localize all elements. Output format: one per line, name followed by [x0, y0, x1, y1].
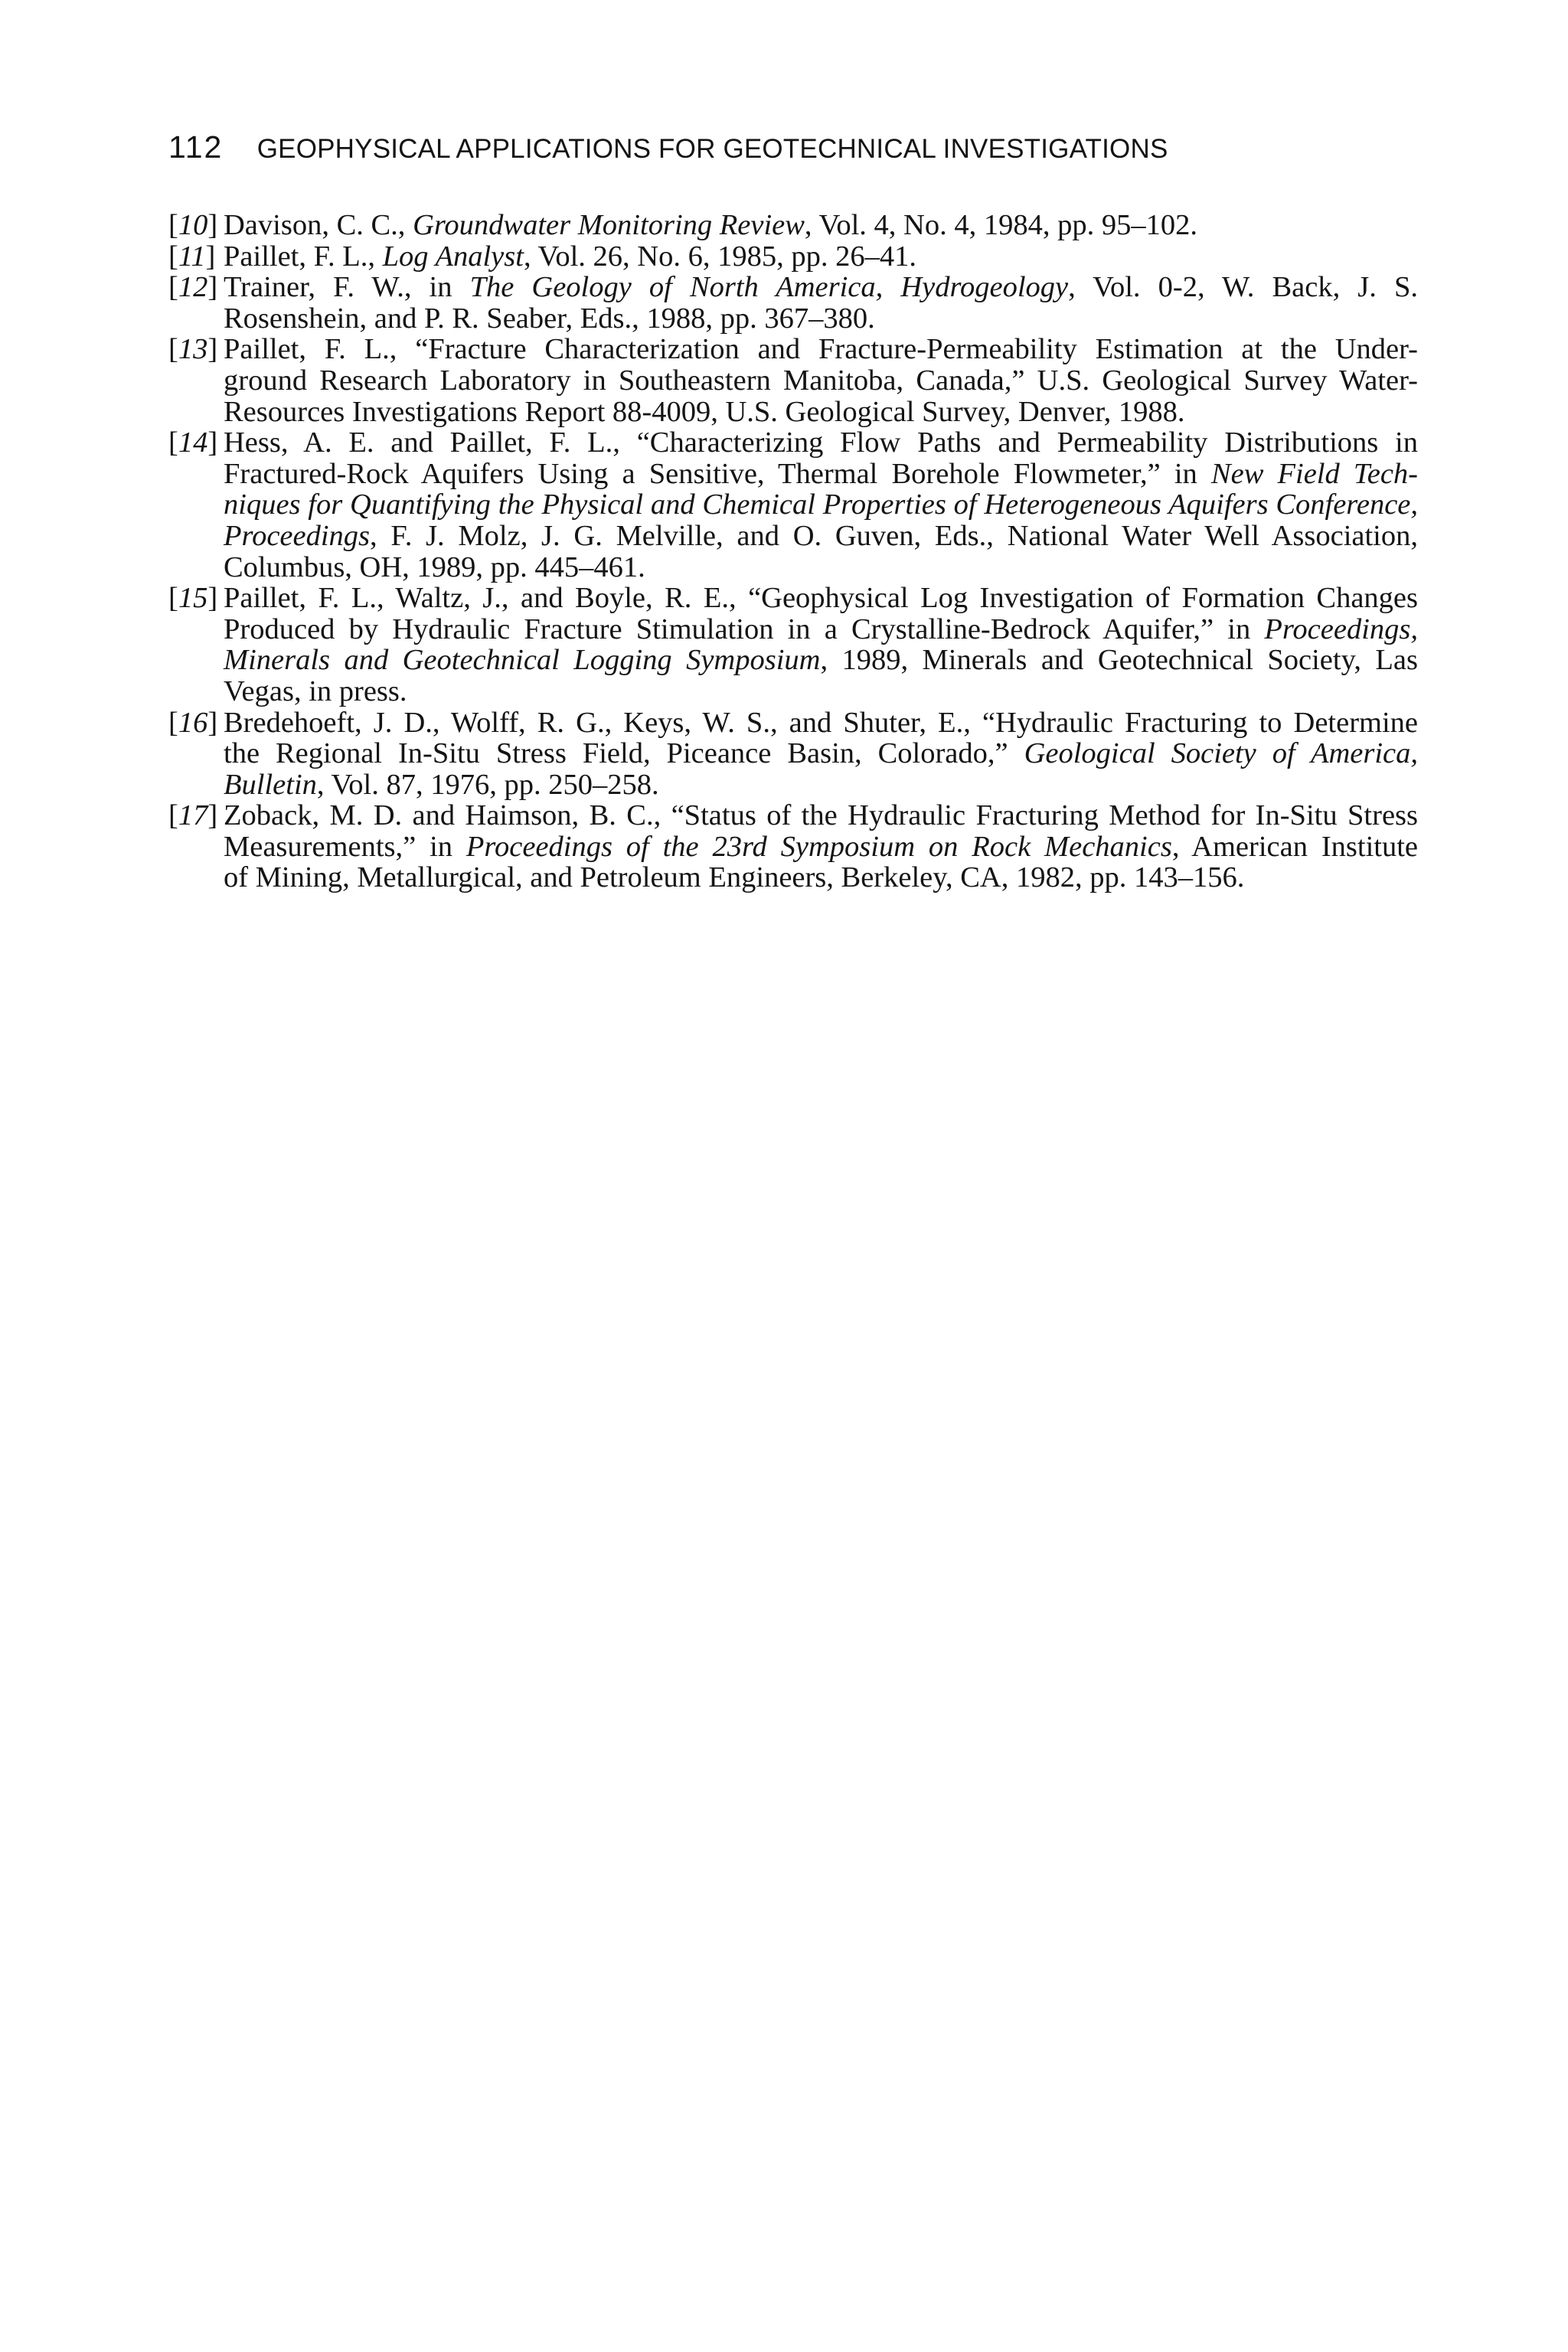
reference-line: Fractured-Rock Aquifers Using a Sensitive, Thermal Borehole Flowmeter,” in New Field Tech-	[224, 457, 1418, 490]
reference-line: Resources Investigations Report 88-4009, U.S. Geological Survey, Denver, 1988.	[224, 395, 1185, 428]
reference-entry	[168, 427, 1418, 583]
reference-line: ground Research Laboratory in Southeastern Manitoba, Canada,” U.S. Geological Survey Water-	[224, 364, 1418, 397]
reference-line: Paillet, F. L., “Fracture Characterization and Fracture-Permeability Estimation at the Under-	[224, 333, 1418, 366]
reference-line: Trainer, F. W., in The Geology of North America, Hydrogeology, Vol. 0-2, W. Back, J. S.	[224, 271, 1418, 304]
reference-line: Vegas, in press.	[224, 675, 407, 707]
reference-number: [10]	[168, 209, 218, 241]
reference-entry	[168, 272, 1418, 334]
reference-number: [16]	[168, 706, 218, 739]
reference-line: of Mining, Metallurgical, and Petroleum Engineers, Berkeley, CA, 1982, pp. 143–156.	[224, 861, 1245, 894]
reference-text	[224, 583, 1418, 707]
reference-line: Minerals and Geotechnical Logging Symposium, 1989, Minerals and Geotechnical Society, Las	[224, 644, 1418, 677]
reference-entry	[168, 241, 1418, 273]
reference-text	[224, 427, 1418, 583]
page-number: 112	[168, 129, 224, 165]
reference-text	[224, 241, 1418, 273]
reference-entry	[168, 707, 1418, 801]
reference-line: Bredehoeft, J. D., Wolff, R. G., Keys, W. S., and Shuter, E., “Hydraulic Fracturing to Determine	[224, 706, 1418, 739]
reference-line: Zoback, M. D. and Haimson, B. C., “Status of the Hydraulic Fracturing Method for In-Situ Stress	[224, 799, 1418, 832]
reference-line: Rosenshein, and P. R. Seaber, Eds., 1988, pp. 367–380.	[224, 302, 875, 335]
reference-line: the Regional In-Situ Stress Field, Piceance Basin, Colorado,” Geological Society of America,	[224, 737, 1419, 770]
reference-number: [13]	[168, 333, 218, 366]
reference-line: Columbus, OH, 1989, pp. 445–461.	[224, 550, 645, 583]
reference-number: [15]	[168, 582, 218, 615]
reference-number: [14]	[168, 426, 218, 459]
reference-number: [11]	[168, 240, 216, 273]
reference-line: Measurements,” in Proceedings of the 23rd Symposium on Rock Mechanics, American Institute	[224, 830, 1418, 863]
running-header	[168, 124, 1424, 170]
reference-number: [17]	[168, 799, 218, 832]
reference-line: Paillet, F. L., Waltz, J., and Boyle, R. E., “Geophysical Log Investigation of Formation Changes	[224, 582, 1418, 615]
reference-entry	[168, 334, 1418, 427]
reference-text	[224, 334, 1418, 427]
reference-list	[168, 210, 1418, 893]
reference-line: Paillet, F. L., Log Analyst, Vol. 26, No. 6, 1985, pp. 26–41.	[224, 240, 916, 273]
running-title: GEOPHYSICAL APPLICATIONS FOR GEOTECHNICAL INVESTIGATIONS	[256, 134, 1168, 164]
reference-entry	[168, 583, 1418, 707]
reference-line: niques for Quantifying the Physical and Chemical Properties of Heterogeneous Aquifers Conference,	[224, 488, 1418, 521]
reference-line: Produced by Hydraulic Fracture Stimulation in a Crystalline-Bedrock Aquifer,” in Proceedings,	[224, 612, 1418, 645]
reference-line: Hess, A. E. and Paillet, F. L., “Characterizing Flow Paths and Permeability Distributions in	[224, 426, 1418, 459]
reference-line: Davison, C. C., Groundwater Monitoring Review, Vol. 4, No. 4, 1984, pp. 95–102.	[224, 209, 1197, 241]
reference-line: Proceedings, F. J. Molz, J. G. Melville, and O. Guven, Eds., National Water Well Association,	[224, 519, 1418, 552]
reference-number: [12]	[168, 271, 218, 304]
reference-line: Bulletin, Vol. 87, 1976, pp. 250–258.	[224, 768, 659, 801]
reference-text	[224, 707, 1418, 801]
reference-text	[224, 800, 1418, 893]
reference-entry	[168, 210, 1418, 241]
reference-text	[224, 210, 1418, 241]
reference-entry	[168, 800, 1418, 893]
reference-text	[224, 272, 1418, 334]
